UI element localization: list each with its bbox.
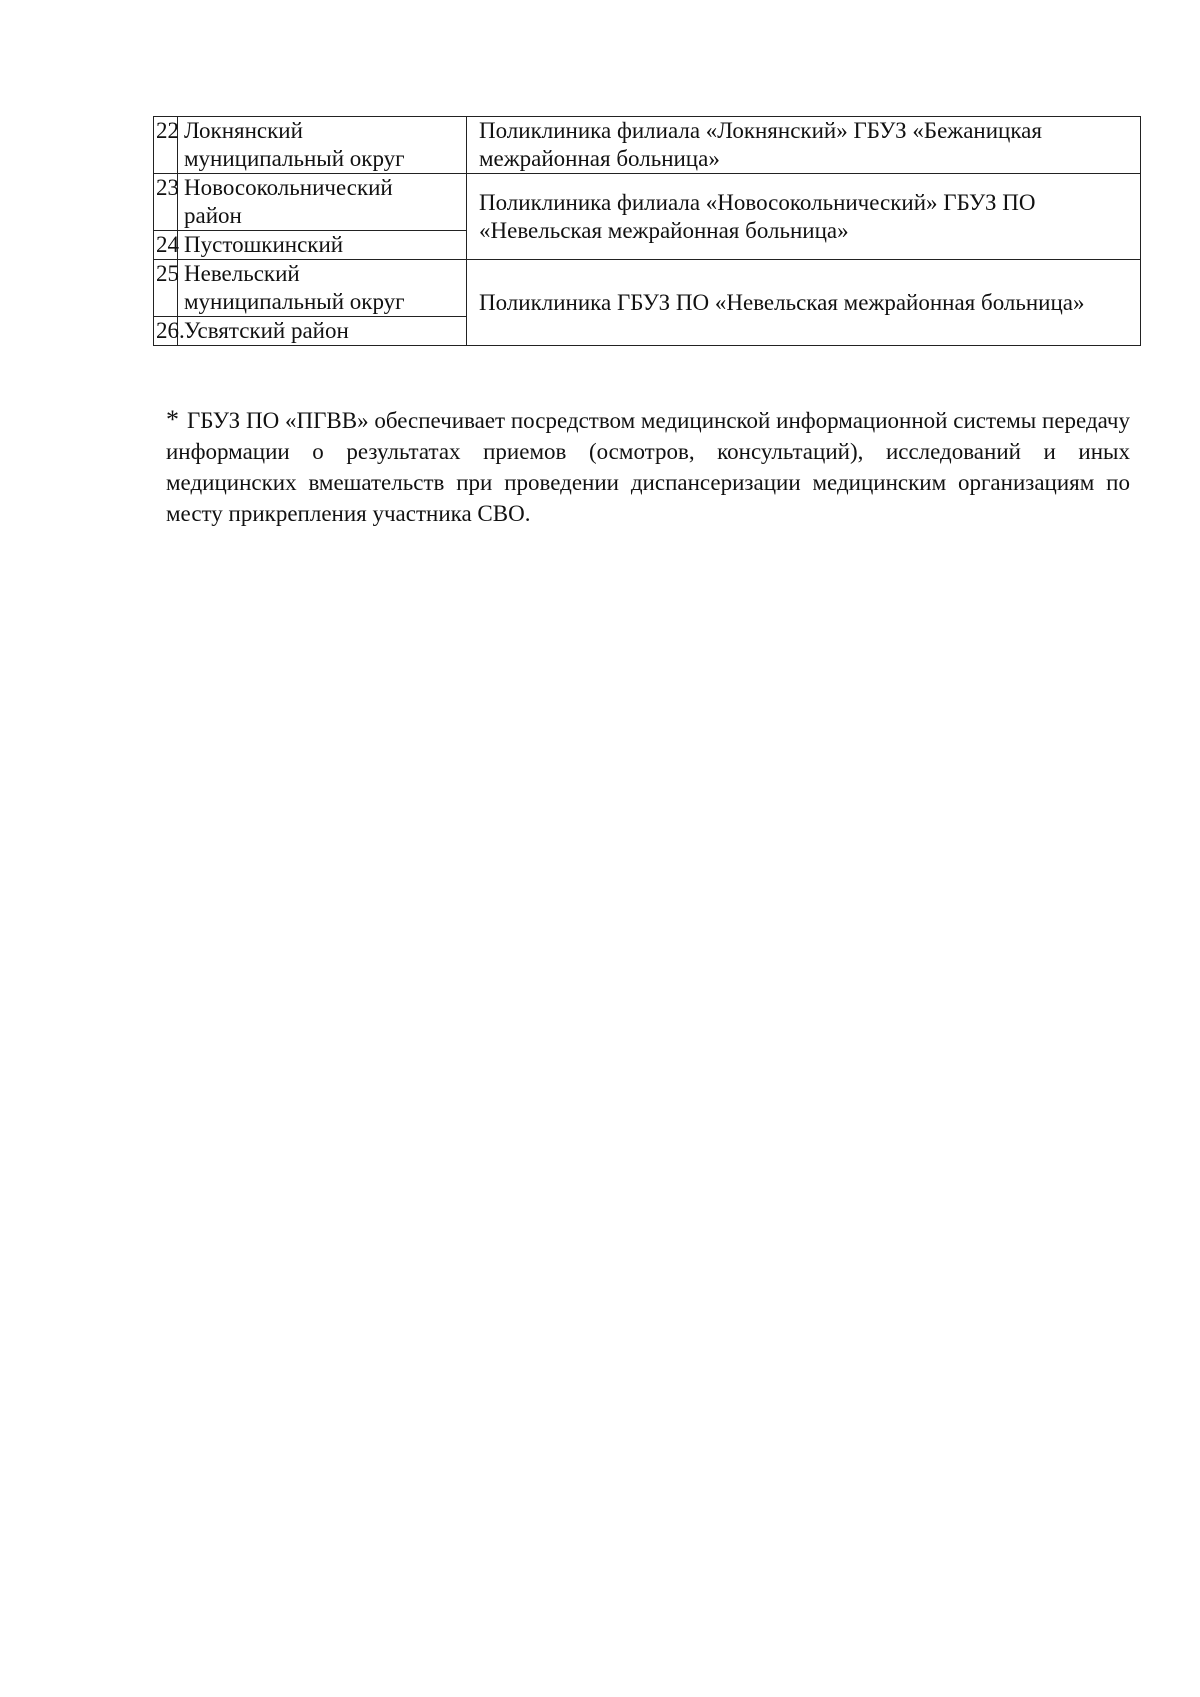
district-name-line: муниципальный округ bbox=[184, 289, 405, 314]
table-row bbox=[154, 260, 1141, 317]
row-number: 22 bbox=[154, 117, 178, 174]
clinic-name: Поликлиника филиала «Локнянский» ГБУЗ «Бежаницкая межрайонная больница» bbox=[467, 117, 1141, 174]
district-name-line: район bbox=[184, 203, 242, 228]
district-name bbox=[178, 117, 467, 174]
footnote-text: ГБУЗ ПО «ПГВВ» обеспечивает посредством медицинской информационной системы передачу информации о результатах приемов (осмотров, консультаций), исследований и иных медицинских вмешательств при проведении диспансеризации медицинским организациям по месту прикрепления участника СВО. bbox=[166, 408, 1130, 526]
row-number: 25 bbox=[154, 260, 178, 317]
table-row bbox=[154, 117, 1141, 174]
clinic-name: Поликлиника ГБУЗ ПО «Невельская межрайонная больница» bbox=[467, 260, 1141, 346]
district-name-line: Пустошкинский bbox=[184, 232, 344, 257]
district-name-line: Локнянский bbox=[184, 118, 303, 143]
district-name bbox=[178, 260, 467, 317]
district-name-line: Новосокольнический bbox=[184, 175, 393, 200]
row-number: 26. bbox=[154, 317, 178, 346]
clinic-name: Поликлиника филиала «Новосокольнический» ГБУЗ ПО «Невельская межрайонная больница» bbox=[467, 174, 1141, 260]
district-name-line: муниципальный округ bbox=[184, 146, 405, 171]
row-number: 24 bbox=[154, 231, 178, 260]
district-name bbox=[178, 317, 467, 346]
district-name-line: Усвятский район bbox=[184, 318, 349, 343]
districts-clinics-table bbox=[153, 116, 1141, 346]
district-name-line: Невельский bbox=[184, 261, 300, 286]
district-name bbox=[178, 174, 467, 231]
table-row bbox=[154, 174, 1141, 231]
footnote bbox=[166, 404, 1130, 529]
footnote-marker: * bbox=[166, 405, 179, 434]
district-name bbox=[178, 231, 467, 260]
row-number: 23 bbox=[154, 174, 178, 231]
